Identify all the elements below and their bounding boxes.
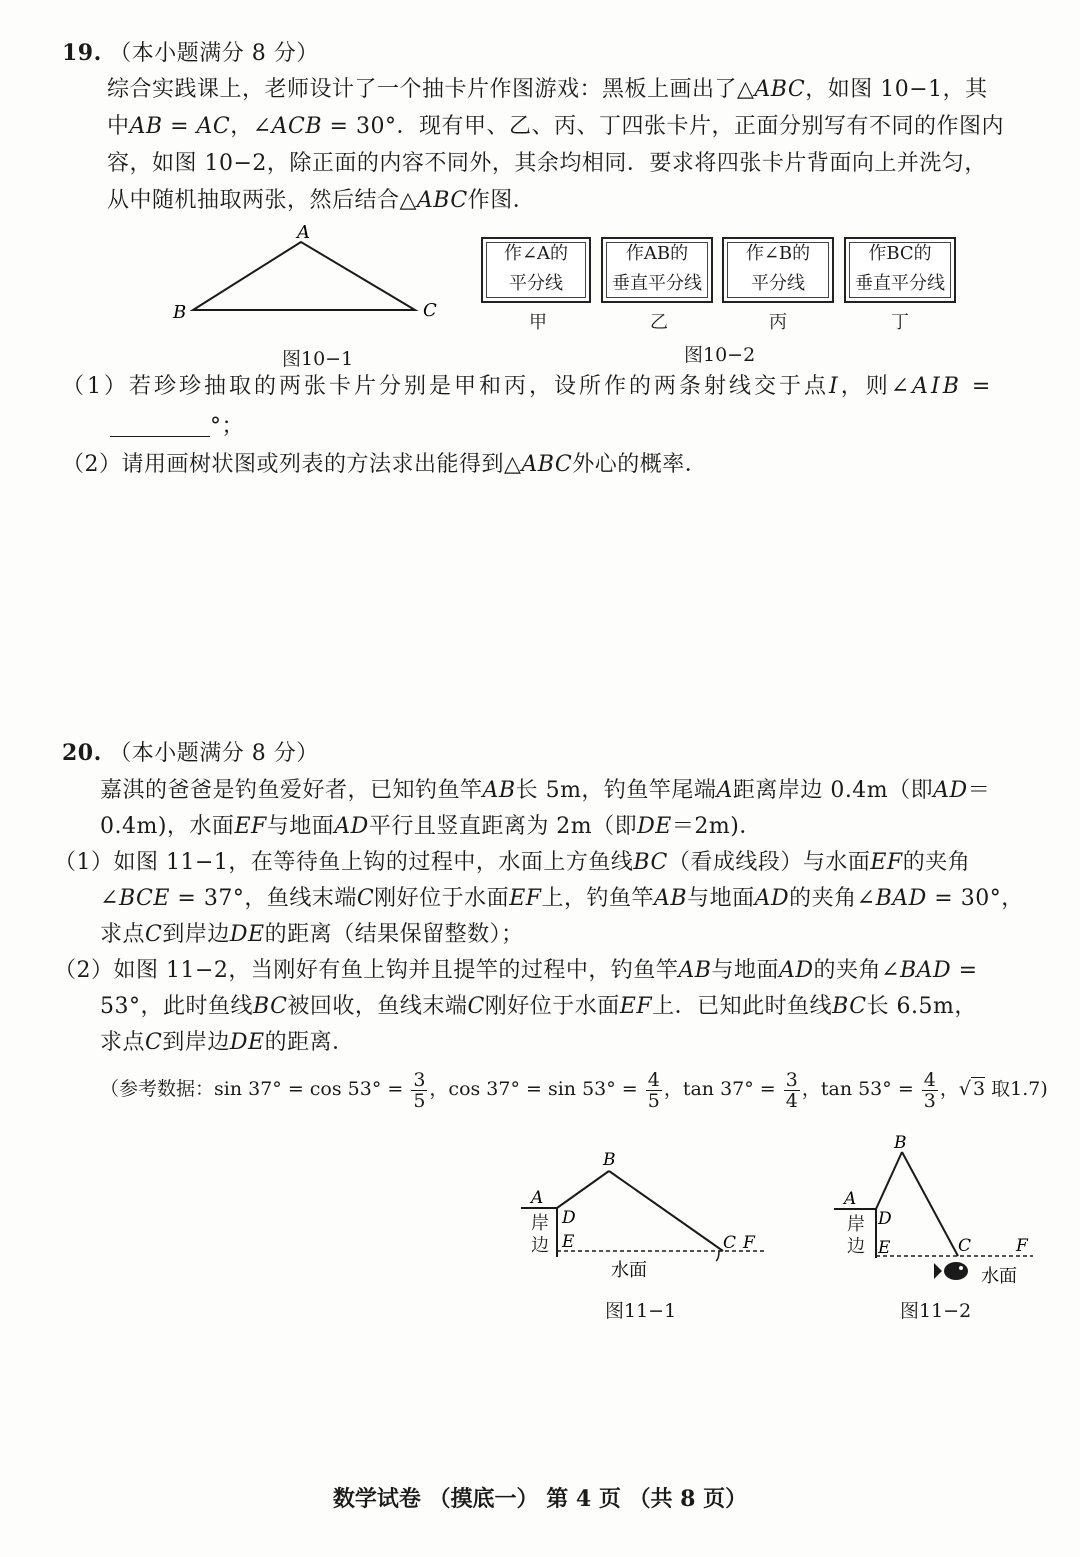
fig11-1-caption: 图11−1 [605, 1300, 677, 1322]
svg-text:E: E [562, 1232, 575, 1252]
q19-part1-answer: °； [110, 412, 244, 442]
svg-text:B: B [894, 1133, 907, 1153]
q20-part2-line1: （2）如图 11−2，当刚好有鱼上钩并且提竿的过程中，钓鱼竿AB与地面AD的夹角∠BAD = [54, 958, 978, 983]
q20-number: 20. [62, 740, 102, 766]
svg-text:F: F [1016, 1236, 1028, 1256]
card-yi: 作AB的 垂直平分线 [601, 237, 713, 303]
card-tag-bing: 丙 [769, 312, 787, 333]
card-jia: 作∠A的 平分线 [481, 237, 591, 303]
q19-line4: 从中随机抽取两张，然后结合△ABC作图． [107, 188, 536, 213]
fig10-1-label-a: A [297, 222, 310, 243]
q20-part1-line3: 求点C到岸边DE的距离（结果保留整数）； [100, 922, 524, 947]
q19-header [62, 38, 319, 69]
fig10-1-caption: 图10−1 [282, 348, 354, 370]
q20-line2: 0.4m)，水面EF与地面AD平行且竖直距离为 2m（即DE＝2m)． [100, 814, 762, 839]
svg-text:水面: 水面 [611, 1260, 647, 1281]
svg-text:A: A [531, 1188, 544, 1208]
q19-points: （本小题满分 8 分） [109, 41, 319, 66]
figure-11-1 [515, 1145, 775, 1285]
q19-line3: 容，如图 10−2，除正面的内容不同外，其余均相同．要求将四张卡片背面向上并洗匀， [107, 151, 987, 176]
card-tag-jia: 甲 [529, 312, 547, 333]
page-footer: 数学试卷 （摸底一） 第 4 页 （共 8 页） [332, 1486, 748, 1512]
q20-part2-line3: 求点C到岸边DE的距离． [100, 1030, 355, 1055]
card-ding: 作BC的 垂直平分线 [844, 237, 956, 303]
svg-text:A: A [844, 1189, 857, 1209]
q20-header [62, 738, 319, 769]
svg-text:C: C [723, 1233, 737, 1253]
fig10-2-caption: 图10−2 [684, 344, 756, 366]
q20-points: （本小题满分 8 分） [109, 741, 319, 766]
svg-text:F: F [743, 1233, 755, 1253]
q19-line2: 中AB = AC，∠ACB = 30°．现有甲、乙、丙、丁四张卡片，正面分别写有不同的作图内 [107, 114, 1004, 139]
fig10-1-label-b: B [173, 302, 187, 323]
q19-part2: （2）请用画树状图或列表的方法求出能得到△ABC外心的概率． [62, 452, 708, 477]
svg-text:D: D [562, 1208, 576, 1228]
q20-line1: 嘉淇的爸爸是钓鱼爱好者，已知钓鱼竿AB长 5m，钓鱼竿尾端A距离岸边 0.4m（即AD＝ [100, 778, 991, 803]
fish-icon [934, 1262, 968, 1280]
figure-10-1 [165, 222, 455, 332]
q19-line1: 综合实践课上，老师设计了一个抽卡片作图游戏：黑板上画出了△ABC，如图 10−1，其 [107, 77, 988, 102]
figure-11-2 [828, 1128, 1043, 1288]
fig11-2-caption: 图11−2 [900, 1300, 972, 1322]
q20-reference-data: （参考数据：sin 37° = cos 53° = $\frac{3}{5}$ ，cos 37° = sin 53° = $\frac{4}{5}$ ，tan 37° = $\frac{3}{4}$ ，tan 53° = $\frac{4}{3}$ ，√ 3 取1.7) [100, 1068, 1048, 1112]
q19-number: 19. [62, 40, 102, 66]
q20-part2-line2: 53°，此时鱼线BC被回收，鱼线末端C刚好位于水面EF上．已知此时鱼线BC长 6.5m， [100, 994, 977, 1019]
fig10-1-label-c: C [423, 300, 437, 321]
q20-part1-line2: ∠BCE = 37°，鱼线末端C刚好位于水面EF上，钓鱼竿AB与地面AD的夹角∠BAD = 30°， [100, 886, 1024, 911]
card-bing: 作∠B的 平分线 [722, 237, 834, 303]
card-tag-yi: 乙 [650, 312, 668, 333]
q20-part1-line1: （1）如图 11−1，在等待鱼上钩的过程中，水面上方鱼线BC（看成线段）与水面EF的夹角 [54, 850, 971, 875]
svg-text:D: D [878, 1209, 892, 1229]
svg-text:水面: 水面 [981, 1266, 1017, 1287]
svg-text:C: C [958, 1236, 972, 1256]
answer-blank[interactable] [110, 414, 210, 437]
card-tag-ding: 丁 [891, 312, 909, 333]
q19-part1: （1）若珍珍抽取的两张卡片分别是甲和丙，设所作的两条射线交于点I，则∠AIB = [62, 374, 994, 399]
svg-text:B: B [603, 1150, 616, 1170]
svg-text:E: E [878, 1238, 891, 1258]
fig11-1-shore: 岸边 [531, 1213, 549, 1256]
fig11-2-shore: 岸边 [847, 1214, 865, 1257]
